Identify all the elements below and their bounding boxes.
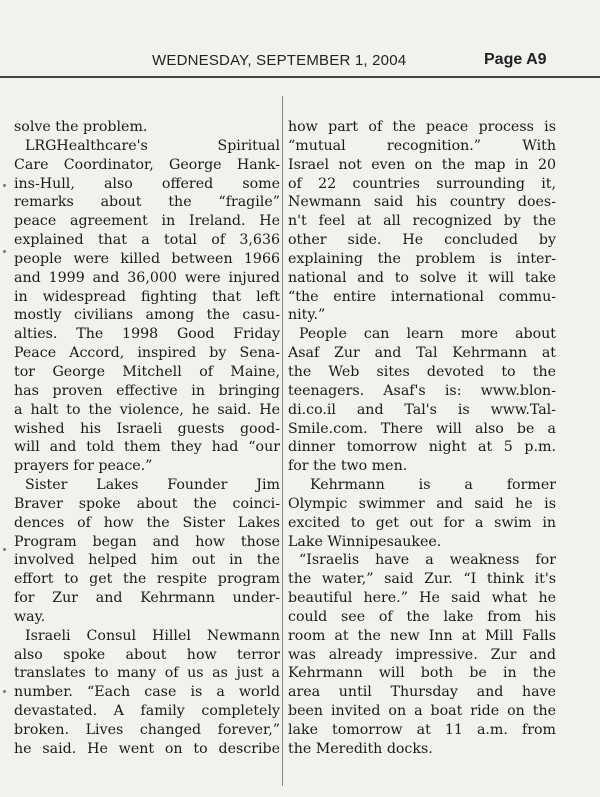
text-line: translates to many of us as just a <box>14 665 280 682</box>
text-line: “the entire international commu- <box>288 288 556 305</box>
text-line: Israeli Consul Hillel Newmann <box>25 627 280 644</box>
column-divider <box>282 96 283 786</box>
text-line: will and told them they had “our <box>14 439 280 456</box>
text-line: he said. He went on to describe <box>14 740 280 757</box>
page-number: Page A9 <box>484 51 547 68</box>
text-line: People can learn more about <box>299 326 556 343</box>
text-line: explained that a total of 3,636 <box>14 232 280 249</box>
margin-mark <box>3 184 6 187</box>
text-line: dinner tomorrow night at 5 p.m. <box>288 439 556 456</box>
text-line: prayers for peace.” <box>14 458 153 475</box>
text-line: for the two men. <box>288 458 408 475</box>
text-line: Asaf Zur and Tal Kehrmann at <box>288 345 556 362</box>
text-line: Newmann said his country does- <box>288 194 556 211</box>
text-line: Kehrmann will both be in the <box>288 665 556 682</box>
text-line: also spoke about how terror <box>14 646 280 663</box>
text-line: was already impressive. Zur and <box>288 646 556 663</box>
text-line: people were killed between 1966 <box>14 250 280 267</box>
text-line: mostly civilians among the casu- <box>14 307 280 324</box>
text-line: number. “Each case is a world <box>14 684 280 701</box>
text-line: ins-Hull, also offered some <box>14 175 280 192</box>
article-column-left <box>14 118 280 759</box>
margin-mark <box>3 548 6 551</box>
text-line: dences of how the Sister Lakes <box>14 514 280 531</box>
text-line: could see of the lake from his <box>288 608 556 625</box>
text-line: n't feel at all recognized by the <box>288 213 556 230</box>
text-line: area until Thursday and have <box>288 684 556 701</box>
text-line: effort to get the respite program <box>14 571 280 588</box>
text-line: broken. Lives changed forever,” <box>14 722 280 738</box>
text-line: has proven effective in bringing <box>14 382 280 399</box>
text-line: tor George Mitchell of Maine, <box>14 363 280 380</box>
text-line: the water,” said Zur. “I think it's <box>288 571 556 588</box>
text-line: of 22 countries surrounding it, <box>288 175 556 192</box>
text-line: Lake Winnipesaukee. <box>288 533 442 550</box>
issue-date: WEDNESDAY, SEPTEMBER 1, 2004 <box>152 52 407 69</box>
text-line: and 1999 and 36,000 were injured <box>14 269 280 286</box>
text-line: room at the new Inn at Mill Falls <box>288 627 556 644</box>
text-line: excited to get out for a swim in <box>288 514 556 531</box>
header-rule <box>0 76 600 78</box>
text-line: beautiful here.” He said what he <box>288 590 556 607</box>
text-line: di.co.il and Tal's is www.Tal- <box>288 401 556 418</box>
text-line: the Meredith docks. <box>288 740 433 757</box>
text-line: alties. The 1998 Good Friday <box>14 326 280 343</box>
text-line: involved helped him out in the <box>14 552 280 569</box>
text-line: Program began and how those <box>14 533 280 550</box>
text-line: how part of the peace process is <box>288 119 556 135</box>
text-line: Israel not even on the map in 20 <box>288 156 556 173</box>
page-header <box>0 0 600 78</box>
text-line: in widespread fighting that left <box>14 288 280 305</box>
text-line: lake tomorrow at 11 a.m. from <box>288 722 556 738</box>
text-line: for Zur and Kehrmann under- <box>14 590 280 607</box>
text-line: Smile.com. There will also be a <box>288 420 556 437</box>
text-line: explaining the problem is inter- <box>288 250 556 267</box>
margin-mark <box>3 690 6 693</box>
text-line: solve the problem. <box>14 119 148 135</box>
text-line: LRGHealthcare's Spiritual <box>25 137 280 154</box>
text-line: other side. He concluded by <box>288 232 556 249</box>
text-line: Peace Accord, inspired by Sena- <box>14 345 280 362</box>
text-line: Sister Lakes Founder Jim <box>25 477 280 494</box>
text-line: Kehrmann is a former <box>310 477 556 494</box>
text-line: Olympic swimmer and said he is <box>288 495 556 512</box>
text-line: the Web sites devoted to the <box>288 363 556 380</box>
text-line: peace agreement in Ireland. He <box>14 213 280 230</box>
text-line: “Israelis have a weakness for <box>299 552 556 569</box>
text-line: way. <box>14 608 46 625</box>
text-line: a halt to the violence, he said. He <box>14 401 280 418</box>
article-column-right <box>288 118 556 759</box>
text-line: “mutual recognition.” With <box>288 137 556 154</box>
text-line: Braver spoke about the coinci- <box>14 495 280 512</box>
margin-mark <box>3 250 6 253</box>
text-line: national and to solve it will take <box>288 269 556 286</box>
text-line: been invited on a boat ride on the <box>288 703 556 720</box>
text-line: teenagers. Asaf's is: www.blon- <box>288 382 556 399</box>
text-line: Care Coordinator, George Hank- <box>14 156 280 173</box>
text-line: wished his Israeli guests good- <box>14 420 280 437</box>
text-line: remarks about the “fragile” <box>14 194 280 211</box>
text-line: devastated. A family completely <box>14 703 280 720</box>
text-line: nity.” <box>288 307 326 324</box>
